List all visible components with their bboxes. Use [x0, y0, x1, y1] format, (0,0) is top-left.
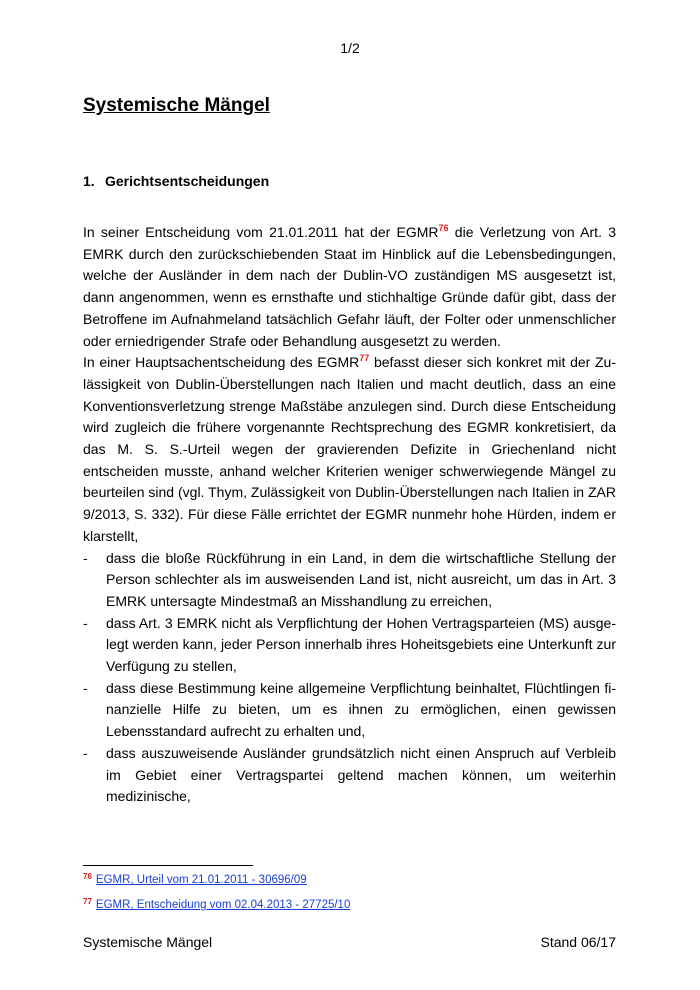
list-item	[83, 613, 616, 678]
footnote-76-link[interactable]: EGMR, Urteil vom 21.01.2011 - 30696/09	[95, 874, 307, 886]
list-item-text: dass auszuweisende Ausländer grundsätzlich nicht einen Anspruch auf Verbleib im Gebiet einer Vertragspartei geltend machen können, um weiterhin medizinische,	[106, 744, 616, 805]
paragraph-1	[83, 222, 616, 352]
footnote-77	[83, 897, 350, 911]
page-title: Systemische Mängel	[83, 95, 270, 116]
list-item	[83, 743, 616, 808]
paragraph-2-text-end: befasst dieser sich konkret mit der Zulässigkeit von Dublin-Überstellungen nach Italien und macht deutlich, dass an eine Konventionsverletzung strenge Maßstäbe anzulegen sind. Durch diese Entscheidung wird zugleich die frühere vorgenannte Rechtsprechung des EGMR konkretisiert, da das M. S. S.-Urteil wegen der gravierenden Defizite in Griechenland nicht entscheiden musste, anhand welcher Kriterien weniger schwerwiegende Mängel zu beurteilen sind (vgl. Thym, Zulässigkeit von Dublin-Überstellungen nach Italien in ZAR 9/2013, S. 332). Für diese Fälle errichtet der EGMR nunmehr hohe Hürden, indem er klarstellt,	[83, 354, 616, 544]
paragraph-1-text-end: die Verletzung von Art. 3 EMRK durch den zurückschiebenden Staat im Hinblick auf die Lebensbedingungen, welche der Ausländer in dem nach der Dublin-VO zuständigen MS ausgesetzt ist, dann angenommen, wenn es ernsthafte und stichhaltige Gründe dafür gibt, dass der Betroffene im Aufnahmeland tatsächlich Gefahr läuft, der Folter oder unmenschlicher oder erniedrigender Strafe oder Behandlung ausgesetzt zu werden.	[83, 224, 616, 349]
footnote-number: 77	[83, 897, 92, 906]
footer-title: Systemische Mängel	[83, 934, 213, 950]
paragraph-2	[83, 352, 616, 547]
dash-bullet: -	[83, 614, 88, 631]
criteria-list	[83, 548, 616, 808]
list-item	[83, 678, 616, 743]
page-number: 1/2	[340, 40, 360, 56]
section-number: 1.	[83, 173, 95, 189]
footer-status: Stand 06/17	[540, 934, 616, 950]
footnote-77-link[interactable]: EGMR, Entscheidung vom 02.04.2013 - 27725/10	[95, 899, 351, 911]
paragraph-2-text-start: In einer Hauptsachentscheidung des EGMR	[83, 354, 360, 371]
footnote-separator	[83, 865, 253, 866]
paragraph-1-text-start: In seiner Entscheidung vom 21.01.2011 hat der EGMR	[83, 224, 439, 240]
footnote-ref-76[interactable]: 76	[438, 223, 449, 233]
footnote-number: 76	[83, 872, 92, 881]
list-item-text: dass die bloße Rückführung in ein Land, in dem die wirtschaftliche Stellung der Person schlechter als im ausweisenden Land ist, nicht ausreicht, um das in Art. 3 EMRK untersagte Mindestmaß an Misshandlung zu erreichen,	[106, 549, 616, 609]
dash-bullet: -	[83, 549, 88, 566]
body-text	[83, 222, 616, 808]
list-item	[83, 548, 616, 613]
section-title: Gerichtsentscheidungen	[105, 173, 270, 189]
section-heading	[83, 173, 269, 189]
footnote-ref-77[interactable]: 77	[359, 353, 370, 364]
footnote-76	[83, 872, 307, 886]
list-item-text: dass Art. 3 EMRK nicht als Verpflichtung der Hohen Vertragsparteien (MS) ausgelegt werden kann, jeder Person innerhalb ihres Hoheitsgebiets eine Unterkunft zur Verfügung zu stellen,	[106, 614, 616, 675]
dash-bullet: -	[83, 744, 88, 761]
list-item-text: dass diese Bestimmung keine allgemeine Verpflichtung beinhaltet, Flüchtlingen finanzielle Hilfe zu bieten, um es ihnen zu ermöglichen, einen gewissen Lebensstandard aufrecht zu erhalten und,	[106, 679, 616, 740]
dash-bullet: -	[83, 679, 88, 696]
